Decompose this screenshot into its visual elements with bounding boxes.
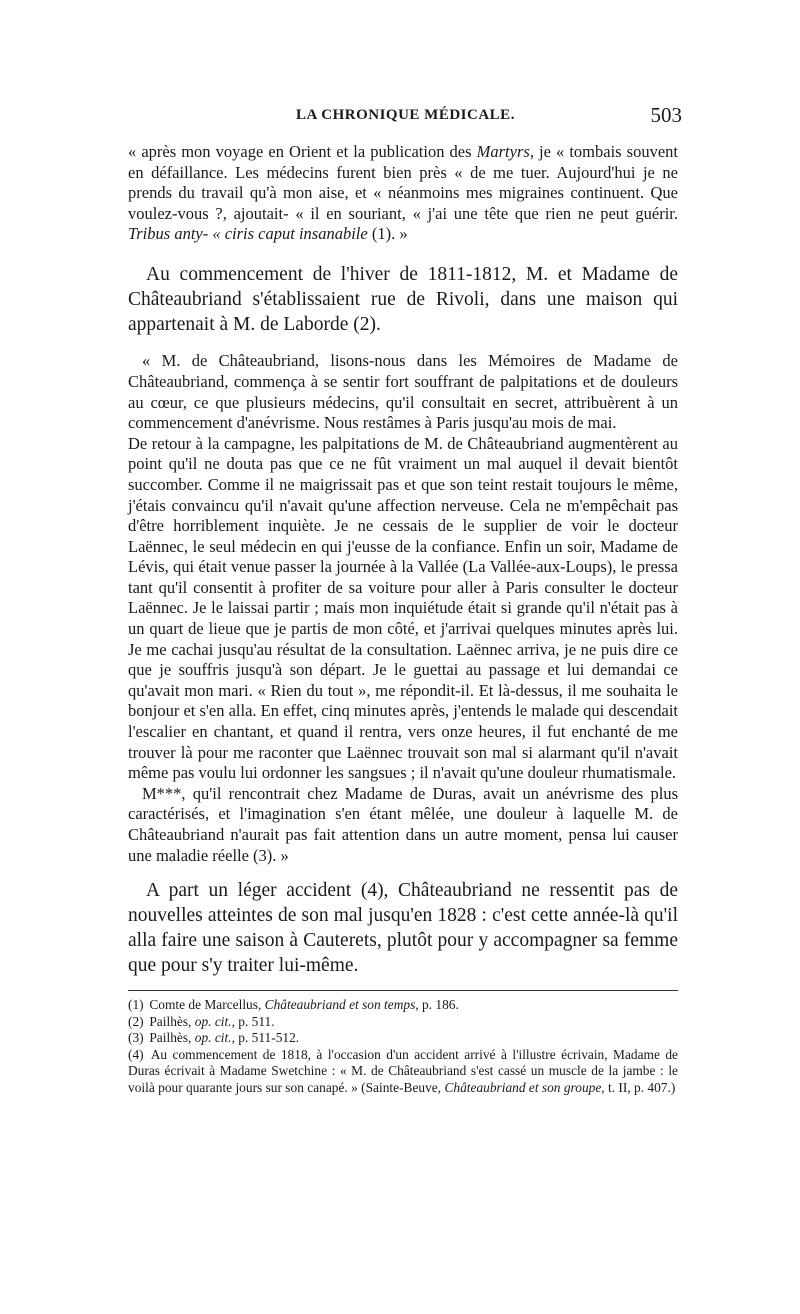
page-header [128, 103, 682, 133]
text-run: Pailhès, [149, 1013, 195, 1029]
italic-text: Martyrs [476, 142, 530, 161]
text-run: , p. 186. [415, 997, 459, 1013]
text-run: De retour à la campagne, les palpitations de M. de Châteaubriand augmentèrent au point qu'il ne douta pas que ce ne fût vraiment un mal auquel il devait bientôt succomber. Comme il ne maigrissait pas et que son teint restait toujours le même, j'étais convaincu qu'il n'avait qu'une affection nerveuse. Cela ne m'empêchait pas d'être horriblement inquiète. Je ne cessais de le supplier de voir le docteur Laënnec, le seul médecin en qui j'eusse de la confiance. Enfin un soir, Madame de Lévis, qui était venue passer la journée à la Vallée (La Vallée-aux-Loups), le pressa tant qu'il consentit à profiter de sa voiture pour aller à Paris consulter le docteur Laënnec. Je le laissai partir ; mais mon inquiétude était si grande qu'il n'était pas à un quart de lieue que je partis de mon côté, et j'arrivai quelques minutes après lui. Je me cachai jusqu'au résultat de la consultation. Laënnec arriva, je ne puis dire ce que je souffris jusqu'à son départ. Je le guettai au passage et lui demandai ce qu'avait mon mari. « Rien du tout », me répondit-il. Et là-dessus, il me souhaita le bonjour et s'en alla. En effet, cinq minutes après, j'entends le malade qui descendait l'escalier en chantant, et quand il rentra, vers onze heures, il fut enchanté de me trouver là pour me raconter que Laënnec trouvait son mal si alarmant qu'il n'avait même pas voulu lui ordonner les sangsues ; il n'avait qu'une douleur rhumatismale. [128, 433, 678, 783]
paragraph-quote-martyrs [128, 142, 678, 245]
paragraph-duras-anevrisme [128, 784, 678, 866]
paragraph-laennec-consultation [128, 434, 678, 784]
footnote-number: (4) [128, 1046, 144, 1062]
text-run: Au commencement de l'hiver de 1811-1812, M. et Madame de Châteaubriand s'établissaient rue de Rivoli, dans une maison qui appartenait à M. de Laborde (2). [128, 263, 678, 335]
footnote-4 [128, 1047, 678, 1097]
footnote-text [128, 1047, 678, 1095]
footnote-1 [128, 997, 678, 1014]
footnote-number: (3) [128, 1030, 144, 1046]
italic-text: Châteaubriand et son groupe [444, 1079, 602, 1095]
text-run: Comte de Marcellus, [149, 997, 265, 1013]
running-title: LA CHRONIQUE MÉDICALE. [296, 107, 515, 123]
footnote-2 [128, 1014, 678, 1031]
text-run: Pailhès, [149, 1030, 195, 1046]
text-run: , p. 511-512. [231, 1030, 300, 1046]
footnote-text [149, 997, 458, 1012]
footnote-text [149, 1014, 274, 1029]
paragraph-memoires-quote [128, 351, 678, 433]
text-run: , t. II, p. 407.) [601, 1079, 676, 1095]
footnote-text [149, 1030, 299, 1045]
paragraph-cauterets [128, 879, 678, 978]
text-run: Au commencement de 1818, à l'occasion d'un accident arrivé à l'illustre écrivain, Madame de Duras écrivait à Madame Swetchine : « M. de Châteaubriand s'est cassé un muscle de la jambe : le voilà pour quarante jours sur son canapé. » (Sainte-Beuve, [128, 1046, 678, 1095]
paragraph-rue-de-rivoli [128, 263, 678, 337]
footnote-divider [128, 990, 678, 991]
text-run: « après mon voyage en Orient et la publication des [128, 142, 477, 161]
text-run: , je « tombais souvent en défaillance. Les médecins furent bien près « de me tuer. Aujourd'hui je ne prends du travail qu'à mon aise, et « néanmoins mes migraines continuent. Que voulez-vous ?, ajoutait- « il en souriant, « j'ai une tête que rien ne peut guérir. [128, 142, 678, 223]
italic-text: Tribus anty- « ciris caput insanabile [128, 224, 368, 244]
italic-text: Châteaubriand et son temps [264, 997, 416, 1013]
text-run: (1). » [367, 224, 408, 244]
text-run: A part un léger accident (4), Châteaubriand ne ressentit pas de nouvelles atteintes de son mal jusqu'en 1828 : c'est cette année-là qu'il alla faire une saison à Cauterets, plutôt pour y accompagner sa femme que pour s'y traiter lui-même. [128, 880, 678, 976]
footnote-number: (1) [128, 997, 144, 1013]
footnotes [128, 997, 678, 1096]
footnote-3 [128, 1030, 678, 1047]
text-run: , p. 511. [231, 1013, 275, 1029]
page-body [128, 142, 678, 1096]
text-run: M***, qu'il rencontrait chez Madame de Duras, avait un anévrisme des plus caractérisés, et l'imagination s'en étant mêlée, une douleur à laquelle M. de Châteaubriand n'aurait pas fait attention dans un autre moment, pensa lui causer une maladie réelle (3). » [128, 783, 678, 865]
page-number: 503 [650, 103, 682, 127]
text-run: « M. de Châteaubriand, lisons-nous dans les Mémoires de Madame de Châteaubriand, commença à se sentir fort souffrant de palpitations et de douleurs au cœur, ce que plusieurs médecins, qu'il consultait en secret, attribuèrent à un commencement d'anévrisme. Nous restâmes à Paris jusqu'au mois de mai. [128, 351, 678, 433]
italic-text: op. cit. [194, 1013, 232, 1029]
italic-text: op. cit. [194, 1030, 232, 1046]
footnote-number: (2) [128, 1013, 144, 1029]
